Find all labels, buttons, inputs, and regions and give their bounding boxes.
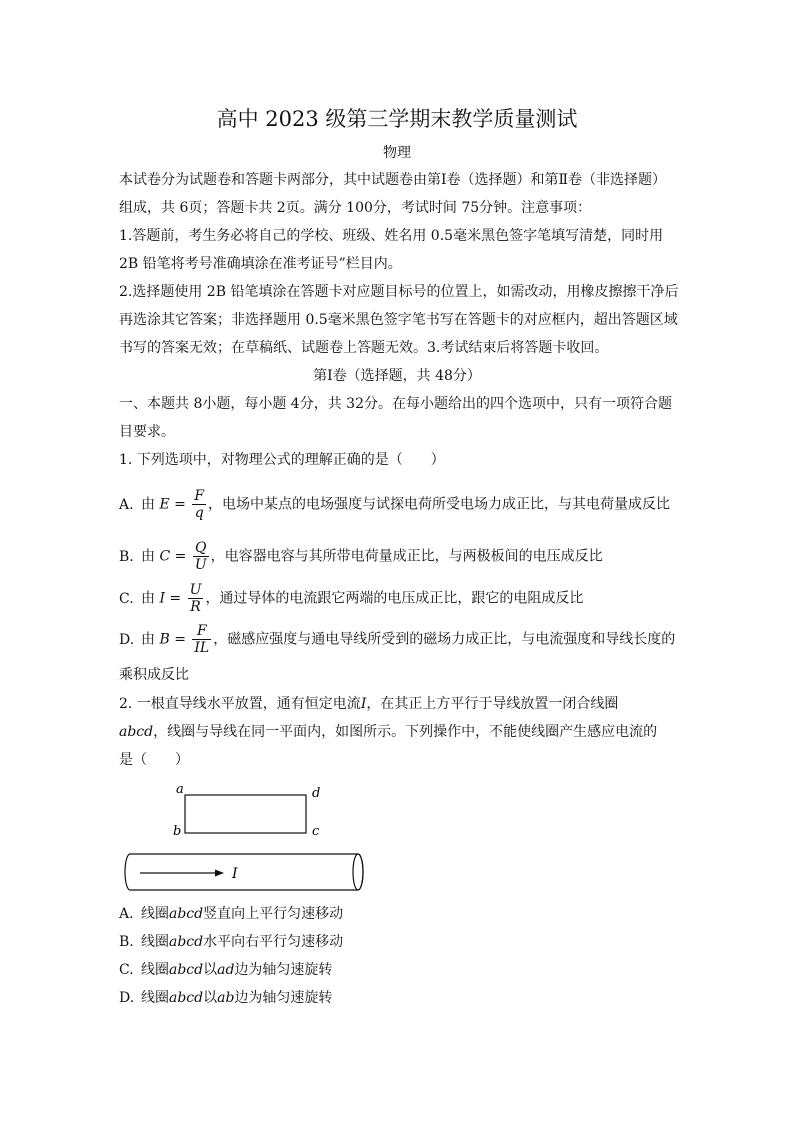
option-text: 竖直向上平行匀速移动 xyxy=(203,906,344,922)
option-text: 水平向右平行匀速移动 xyxy=(203,934,344,950)
formula-fraction: $\frac{U}{R}$ xyxy=(189,582,202,615)
corner-label-b: b xyxy=(173,824,182,839)
q1-option-d[interactable]: D. 由 B = $\frac{F}{IL}$ ，磁感应强度与通电导线所受到的磁场力成正比，与电流强度和导线长度的 xyxy=(119,623,676,656)
formula-fraction: $\frac{Q}{U}$ xyxy=(194,540,207,573)
coil-and-wire-figure xyxy=(118,778,368,898)
notice-item-1: 1.答题前，考生务必将自己的学校、班级、姓名用 0.5毫米黑色签字笔填写清楚，同时用 2B 铅笔将考号准确填涂在准考证号”栏目内。 xyxy=(119,228,664,272)
option-label: C. xyxy=(119,590,134,607)
formula-lhs: B xyxy=(159,631,170,648)
subject-heading: 物理 xyxy=(383,145,411,161)
formula-lhs: E xyxy=(159,496,170,513)
formula-lhs: C xyxy=(159,548,171,565)
arrow-head-icon xyxy=(215,870,224,877)
q2-option-b[interactable]: B. 线圈abcd水平向右平行匀速移动 xyxy=(119,934,344,950)
q1-option-d-continued: 乘积成反比 xyxy=(119,667,189,683)
corner-label-c: c xyxy=(312,824,320,839)
option-label: B. xyxy=(119,548,134,565)
option-text: 边为轴匀速旋转 xyxy=(234,962,333,978)
formula-fraction: $\frac{F}{q}$ xyxy=(194,488,205,521)
option-text: ，电容器电容与其所带电荷量成正比，与两极板间的电压成反比 xyxy=(210,548,603,565)
option-text: ，电场中某点的电场强度与试探电荷所受电场力成正比，与其电荷量成反比 xyxy=(208,496,671,513)
section-heading: 第Ⅰ卷（选择题，共 48分） xyxy=(313,368,481,384)
q2-option-a[interactable]: A. 线圈abcd竖直向上平行匀速移动 xyxy=(119,906,344,922)
q2-option-d[interactable]: D. 线圈abcd以ab边为轴匀速旋转 xyxy=(119,990,333,1006)
notice-item-2: 2.选择题使用 2B 铅笔填涂在答题卡对应题目标号的位置上，如需改动，用橡皮擦擦干净后再选涂其它答案；非选择题用 0.5毫米黑色签字笔书写在答题卡的对应框内，超出答题区域书写的答案无效；在草稿纸、试题卷上答题无效。3.考试结束后将答题卡收回。 xyxy=(119,284,679,356)
q2-option-c[interactable]: C. 线圈abcd以ad边为轴匀速旋转 xyxy=(119,962,333,978)
q1-option-a[interactable]: A. 由 E = $\frac{F}{q}$ ，电场中某点的电场强度与试探电荷所受电场力成正比，与其电荷量成反比 xyxy=(119,488,671,521)
option-label: D. xyxy=(119,990,135,1006)
straight-wire xyxy=(125,854,363,890)
formula-lhs: I xyxy=(159,590,165,607)
current-label: I xyxy=(232,866,238,882)
coil-abcd xyxy=(185,795,306,833)
intro-paragraph: 本试卷分为试题卷和答题卡两部分，其中试题卷由第Ⅰ卷（选择题）和第Ⅱ卷（非选择题）组成，共 6页；答题卡共 2页。满分 100分，考试时间 75分钟。注意事项： xyxy=(119,172,667,216)
exam-title: 高中 2023 级第三学期末教学质量测试 xyxy=(216,107,578,131)
question-2-stem-line-3: 是（ ） xyxy=(119,752,189,768)
corner-label-d: d xyxy=(312,786,321,801)
question-1-stem: 1. 下列选项中，对物理公式的理解正确的是（ ） xyxy=(119,452,445,468)
corner-label-a: a xyxy=(176,782,184,797)
option-text: ，磁感应强度与通电导线所受到的磁场力成正比，与电流强度和导线长度的 xyxy=(213,631,676,648)
option-text: 边为轴匀速旋转 xyxy=(234,990,333,1006)
option-label: B. xyxy=(119,934,134,950)
q1-option-b[interactable]: B. 由 C = $\frac{Q}{U}$ ，电容器电容与其所带电荷量成正比，与两极板间的电压成反比 xyxy=(119,540,603,573)
question-2-stem-line-2: abcd，线圈与导线在同一平面内，如图所示。下列操作中，不能使线圈产生感应电流的 xyxy=(119,724,658,740)
q1-option-c[interactable]: C. 由 I = $\frac{U}{R}$ ，通过导体的电流跟它两端的电压成正比，跟它的电阻成反比 xyxy=(119,582,584,615)
option-label: C. xyxy=(119,962,134,978)
section-instruction: 一、本题共 8小题，每小题 4分，共 32分。在每小题给出的四个选项中，只有一项符合题目要求。 xyxy=(119,396,672,440)
option-text: ，通过导体的电流跟它两端的电压成正比，跟它的电阻成反比 xyxy=(205,590,584,607)
option-label: A. xyxy=(119,906,134,922)
wire-end-cap xyxy=(353,854,363,890)
question-2-stem-line-1: 2. 一根直导线水平放置，通有恒定电流I，在其正上方平行于导线放置一闭合线圈 xyxy=(119,696,619,712)
option-label: D. xyxy=(119,631,135,648)
option-label: A. xyxy=(119,496,134,513)
formula-fraction: $\frac{F}{IL}$ xyxy=(194,623,210,656)
